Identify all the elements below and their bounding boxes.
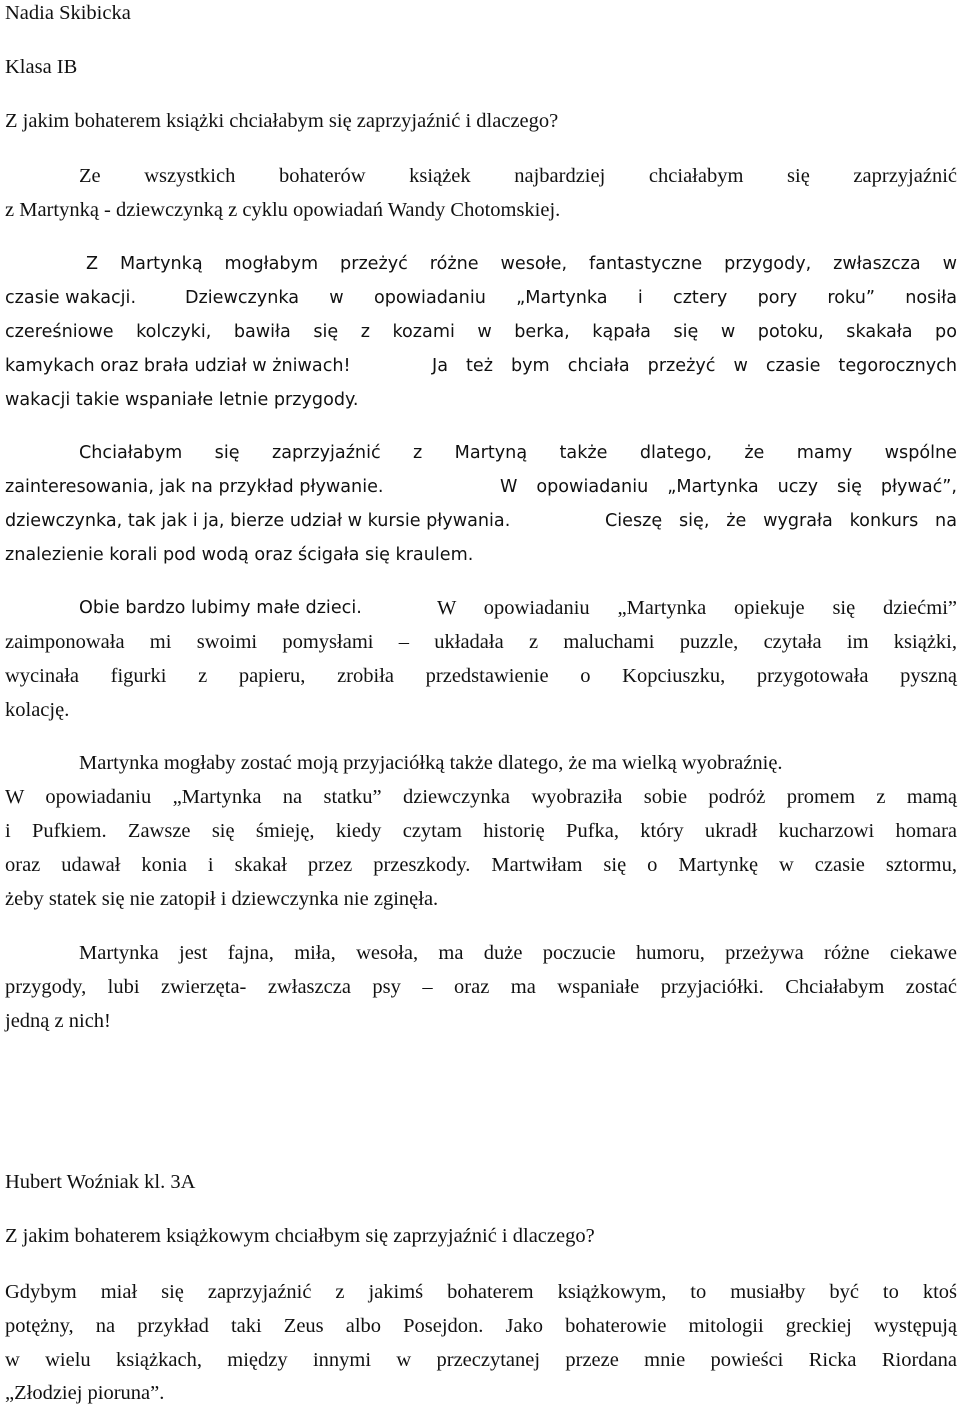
text-line: W opowiadaniu „Martynka uczy się pływać”, (500, 477, 957, 497)
text-line: czereśniowe kolczyki, bawiła się z kozami w berka, kąpała się w potoku, skakała po (5, 322, 957, 342)
text-line: czasie wakacji. (5, 288, 137, 308)
text-line: oraz udawał konia i skakał przez przeszkody. Martwiłam się o Martynkę w czasie sztormu, (5, 854, 957, 876)
text-line: Ja też bym chciała przeżyć w czasie tegorocznych (432, 356, 957, 376)
text-line: dziewczynka, tak jak i ja, bierze udział w kursie pływania. (5, 511, 511, 531)
text-line: Dziewczynka w opowiadaniu „Martynka i cztery pory roku” nosiła (185, 288, 957, 308)
text-line: Obie bardzo lubimy małe dzieci. (79, 598, 362, 618)
text-line: i Pufkiem. Zawsze się śmieję, kiedy czytam historię Pufka, który ukradł kucharzowi homara (5, 820, 957, 842)
text-line: Gdybym miał się zaprzyjaźnić z jakimś bohaterem książkowym, to musiałby być to ktoś (5, 1281, 957, 1303)
author-name: Hubert Woźniak kl. 3A (5, 1171, 196, 1193)
author-name: Nadia Skibicka (5, 2, 131, 24)
text-line: wakacji takie wspaniałe letnie przygody. (5, 390, 359, 410)
text-line: żeby statek się nie zatopił i dziewczynka nie zginęła. (5, 888, 439, 910)
text-line: W opowiadaniu „Martynka opiekuje się dziećmi” (437, 597, 957, 619)
essay-question: Z jakim bohaterem książki chciałabym się zaprzyjaźnić i dlaczego? (5, 110, 559, 132)
text-line: Ze wszystkich bohaterów książek najbardziej chciałabym się zaprzyjaźnić (79, 165, 957, 187)
text-line: zaimponowała mi swoimi pomysłami – układała z maluchami puzzle, czytała im książki, (5, 631, 957, 653)
text-line: kolację. (5, 699, 70, 721)
text-line: Chciałabym się zaprzyjaźnić z Martyną także dlatego, że mamy wspólne (79, 443, 957, 463)
text-line: Z Martynką mogłabym przeżyć różne wesołe, fantastyczne przygody, zwłaszcza w (86, 254, 957, 274)
class-label: Klasa IB (5, 56, 78, 78)
text-line: Cieszę się, że wygrała konkurs na (605, 511, 957, 531)
text-line: potężny, na przykład taki Zeus albo Posejdon. Jako bohaterowie mitologii greckiej występują (5, 1315, 957, 1337)
text-line: jedną z nich! (5, 1010, 111, 1032)
text-line: znalezienie korali pod wodą oraz ścigała się kraulem. (5, 545, 474, 565)
text-line: W opowiadaniu „Martynka na statku” dziewczynka wyobraziła sobie podróż promem z mamą (5, 786, 957, 808)
text-line: Martynka jest fajna, miła, wesoła, ma duże poczucie humoru, przeżywa różne ciekawe (79, 942, 957, 964)
text-line: wycinała figurki z papieru, zrobiła przedstawienie o Kopciuszku, przygotowała pyszną (5, 665, 957, 687)
text-line: przygody, lubi zwierzęta- zwłaszcza psy – oraz ma wspaniałe przyjaciółki. Chciałabym zostać (5, 976, 957, 998)
text-line: Martynka mogłaby zostać moją przyjaciółką także dlatego, że ma wielką wyobraźnię. (79, 752, 783, 774)
text-line: w wielu książkach, między innymi w przeczytanej przeze mnie powieści Ricka Riordana (5, 1349, 957, 1371)
essay-question: Z jakim bohaterem książkowym chciałbym się zaprzyjaźnić i dlaczego? (5, 1225, 595, 1247)
text-line: kamykach oraz brała udział w żniwach! (5, 356, 351, 376)
text-line: zainteresowania, jak na przykład pływanie. (5, 477, 384, 497)
text-line: „Złodziej pioruna”. (5, 1382, 165, 1404)
text-line: z Martynką - dziewczynką z cyklu opowiadań Wandy Chotomskiej. (5, 199, 561, 221)
